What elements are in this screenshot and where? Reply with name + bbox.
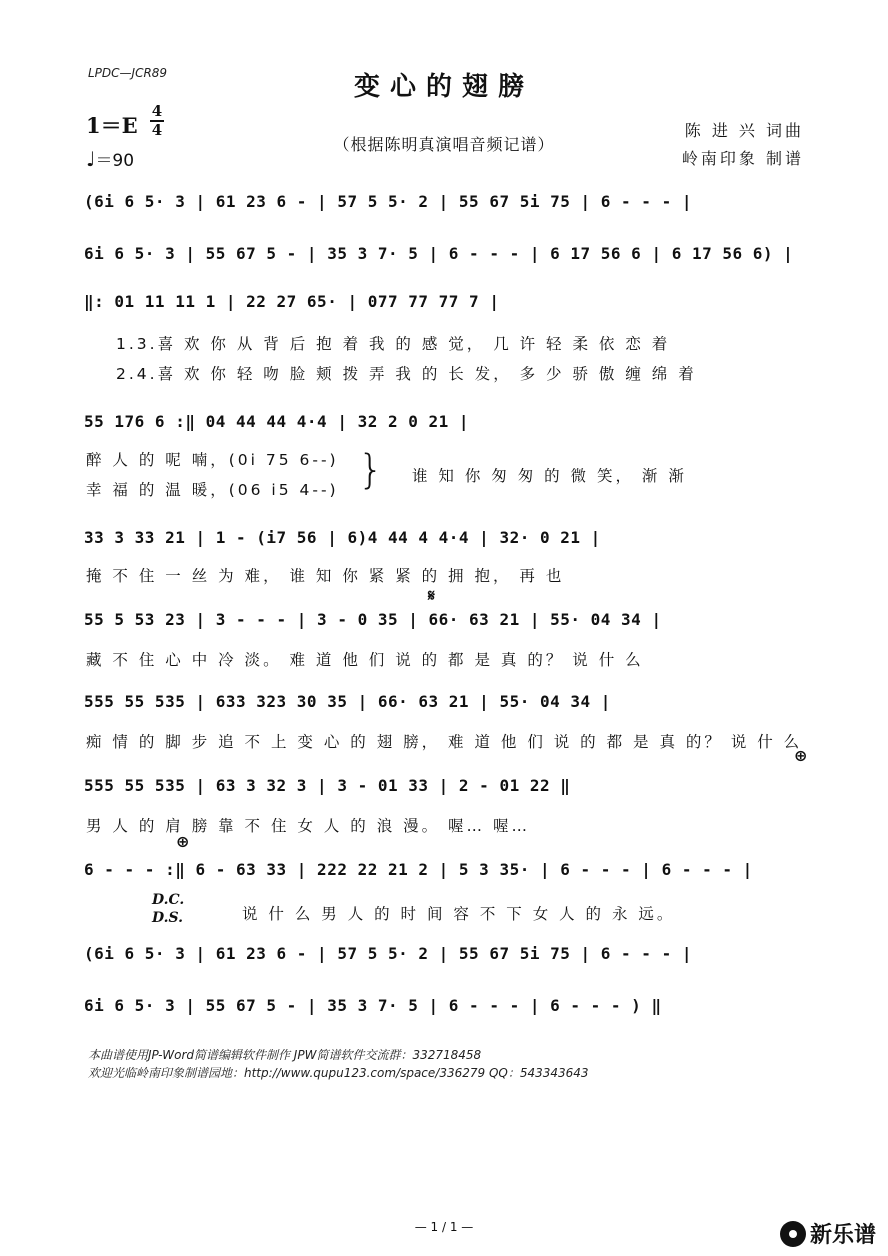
- ds-mark: D.S.: [152, 910, 184, 926]
- score-line-5: 33 3 33 21 | 1 - (i7 56 | 6)4 44 4 4·4 | 32· 0 21 |: [84, 528, 601, 547]
- time-signature-bottom: 4: [151, 121, 163, 139]
- arranger-credit: 岭南印象 制谱: [681, 149, 804, 168]
- score-line-6: 55 5 53 23 | 3 - - - | 3 - 0 35 | 66· 63 21 | 55· 04 34 |: [84, 610, 662, 629]
- brace-symbol: }: [358, 447, 384, 493]
- score-line-10: (6i 6 5· 3 | 61 23 6 - | 57 5 5· 2 | 55 67 5i 75 | 6 - - - |: [84, 944, 692, 963]
- tempo-value: ＝90: [95, 151, 135, 171]
- lyric-verse-2-4: 2.4.喜 欢 你 轻 吻 脸 颊 拨 弄 我 的 长 发， 多 少 骄 傲 缠 绵 着: [116, 365, 697, 383]
- quarter-note-icon: ♩: [86, 147, 96, 171]
- song-title: 变心的翅膀: [353, 72, 534, 102]
- dc-mark: D.C.: [152, 892, 185, 908]
- score-line-4: 55 176 6 :‖ 04 44 44 4·4 | 32 2 0 21 |: [84, 412, 470, 431]
- lyric-verse-1-3: 1.3.喜 欢 你 从 背 后 抱 着 我 的 感 觉， 几 许 轻 柔 依 恋 着: [116, 335, 671, 353]
- lyric-line-7: 痴 情 的 脚 步 追 不 上 变 心 的 翅 膀， 难 道 他 们 说 的 都 是 真 的？ 说 什 么: [86, 733, 803, 751]
- page-number: — 1 / 1 —: [414, 1220, 474, 1234]
- source-note: （根据陈明真演唱音频记谱）: [333, 135, 555, 154]
- footer-software-note: 本曲谱使用JP-Word简谱编辑软件制作 JPW简谱软件交流群：332718458: [88, 1048, 482, 1062]
- lyric-line-4c: 谁 知 你 匆 匆 的 微 笑， 渐 渐: [412, 467, 687, 485]
- score-line-11: 6i 6 5· 3 | 55 67 5 - | 35 3 7· 5 | 6 - - - | 6 - - - ) ‖: [84, 996, 662, 1015]
- brand-logo: [780, 1218, 876, 1249]
- footer-website-note: 欢迎光临岭南印象制谱园地：http://www.qupu123.com/space/336279 QQ：543343643: [88, 1066, 589, 1080]
- score-line-9: 6 - - - :‖ 6 - 63 33 | 222 22 21 2 | 5 3 35· | 6 - - - | 6 - - - |: [84, 860, 753, 879]
- vinyl-record-icon: [780, 1221, 806, 1247]
- lyric-line-5: 掩 不 住 一 丝 为 难， 谁 知 你 紧 紧 的 拥 抱， 再 也: [86, 567, 565, 585]
- brand-name: 新乐谱: [809, 1223, 876, 1248]
- lyric-line-4b: 幸 福 的 温 暖，(06 i5 4--): [86, 481, 339, 499]
- score-line-3: ‖: 01 11 11 1 | 22 27 65· | 077 77 77 7 |: [84, 292, 500, 311]
- key-signature: 1＝E: [86, 113, 138, 138]
- lyric-line-6: 藏 不 住 心 中 冷 淡。 难 道 他 们 说 的 都 是 真 的？ 说 什 么: [86, 651, 644, 669]
- score-code: LPDC—JCR89: [88, 66, 168, 80]
- lyric-line-8: 男 人 的 肩 膀 靠 不 住 女 人 的 浪 漫。 喔… 喔…: [86, 817, 530, 835]
- lyric-line-9: 说 什 么 男 人 的 时 间 容 不 下 女 人 的 永 远。: [242, 905, 676, 923]
- score-line-2: 6i 6 5· 3 | 55 67 5 - | 35 3 7· 5 | 6 - - - | 6 17 56 6 | 6 17 56 6) |: [84, 244, 794, 263]
- lyric-line-4a: 醉 人 的 呢 喃，(0i 75 6--): [86, 451, 339, 469]
- coda-sign-2: ⊕: [176, 832, 190, 851]
- score-line-8: 555 55 535 | 63 3 32 3 | 3 - 01 33 | 2 - 01 22 ‖: [84, 776, 571, 795]
- composer-credit: 陈 进 兴 词曲: [684, 121, 804, 140]
- time-signature-top: 4: [151, 102, 163, 120]
- score-line-7: 555 55 535 | 633 323 30 35 | 66· 63 21 | 55· 04 34 |: [84, 692, 611, 711]
- segno-sign: 𝄋: [428, 586, 435, 605]
- coda-sign-1: ⊕: [794, 746, 808, 765]
- score-line-1: (6i 6 5· 3 | 61 23 6 - | 57 5 5· 2 | 55 67 5i 75 | 6 - - - |: [84, 192, 692, 211]
